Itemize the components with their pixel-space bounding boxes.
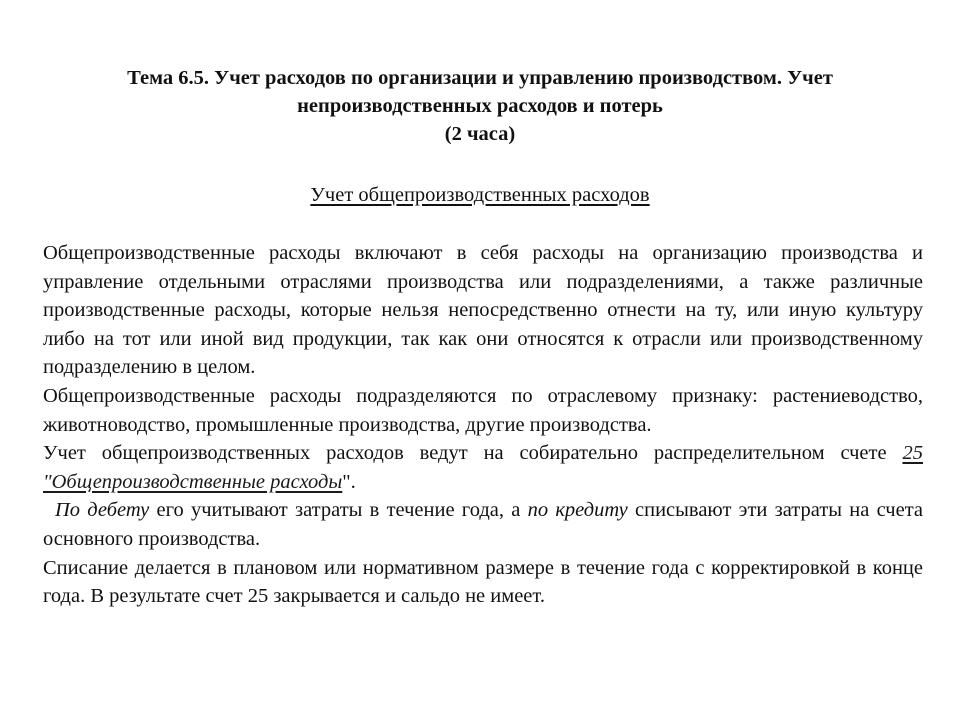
- debit-credit-text: его учитывают затраты в течение года, а: [149, 499, 528, 522]
- paragraph-classification: Общепроизводственные расходы подразделяются по отраслевому признаку: растениеводство, животноводство, промышленные производства, другие производства.: [43, 384, 923, 436]
- paragraph-definition: Общепроизводственные расходы включают в себя расходы на организацию производства и управление отдельными отраслями производства или подразделениями, а также различные производственные расходы, которые нельзя непосредственно отнести на ту, или иную культуру либо на тот или иной вид продукции, так как они относятся к отрасли или производственному подразделению в целом.: [43, 242, 923, 379]
- paragraph-debit-credit: [43, 496, 923, 553]
- debit-credit-end: списывают эти затраты на счета основного производства.: [43, 499, 924, 550]
- title-line-3: (2 часа): [444, 123, 516, 145]
- title-line-2: непроизводственных расходов и потерь: [297, 95, 663, 117]
- page-title: [40, 64, 920, 148]
- credit-term: по кредиту: [527, 499, 628, 522]
- debit-term: По дебету: [55, 499, 150, 522]
- account-25-link[interactable]: 25 "Общепроизводственные расходы: [43, 442, 923, 493]
- body-text: [43, 239, 923, 611]
- paragraph-account-text: Учет общепроизводственных расходов ведут на собирательно распределительном счете: [43, 442, 903, 465]
- paragraph-account-end: ".: [342, 470, 356, 493]
- section-heading-text: Учет общепроизводственных расходов: [310, 184, 650, 206]
- section-heading: [40, 181, 920, 209]
- paragraph-write-off: Списание делается в плановом или нормативном размере в течение года с корректировкой в конце года. В результате счет 25 закрывается и сальдо не имеет.: [43, 556, 923, 608]
- title-line-1: Тема 6.5. Учет расходов по организации и управлению производством. Учет: [127, 67, 833, 89]
- paragraph-account: [43, 439, 923, 496]
